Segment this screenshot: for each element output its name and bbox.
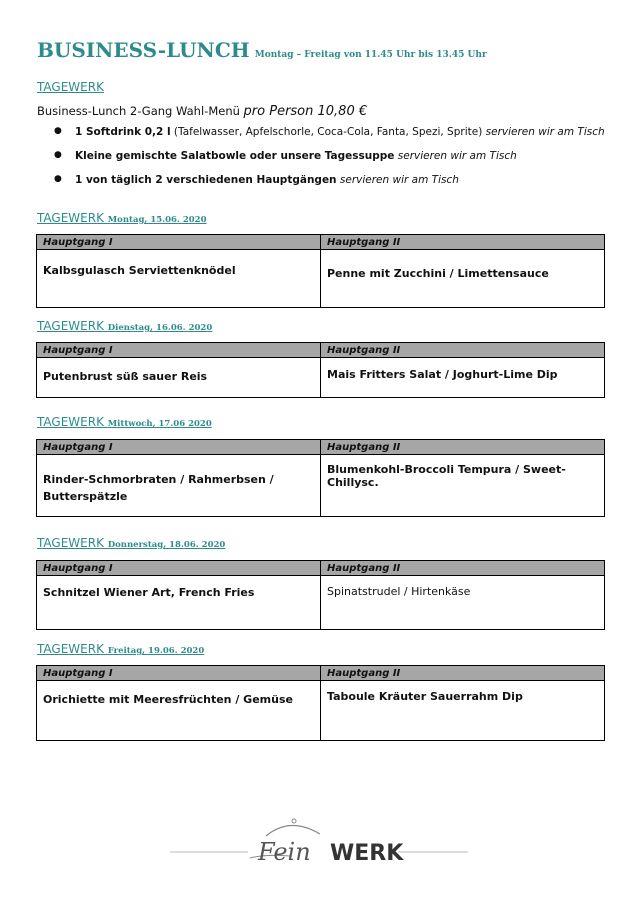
logo-block: WERK bbox=[330, 841, 404, 866]
day-label: TAGEWERK bbox=[37, 319, 104, 333]
column-header: Hauptgang I bbox=[37, 235, 321, 250]
included-items-list bbox=[52, 126, 605, 198]
dish-cell bbox=[37, 455, 321, 517]
intro-text: Business-Lunch 2-Gang Wahl-Menü bbox=[37, 104, 244, 118]
list-item bbox=[52, 126, 605, 150]
dish-cell bbox=[321, 576, 605, 630]
bullet-italic: servieren wir am Tisch bbox=[485, 126, 605, 138]
day-heading-tuesday bbox=[37, 319, 212, 333]
column-header: Hauptgang II bbox=[321, 440, 605, 455]
dish-cell bbox=[321, 358, 605, 398]
bullet-bold: Kleine gemischte Salatbowle oder unsere Tagessuppe bbox=[75, 150, 395, 162]
table-header-row bbox=[37, 561, 605, 576]
day-label: TAGEWERK bbox=[37, 415, 104, 429]
list-item bbox=[52, 150, 605, 174]
bullet-plain: (Tafelwasser, Apfelschorle, Coca-Cola, Fanta, Spezi, Sprite) bbox=[170, 126, 486, 138]
menu-table-wednesday bbox=[36, 439, 605, 517]
bullet-bold: 1 Softdrink 0,2 l bbox=[75, 126, 171, 138]
title-subtitle: Montag – Freitag von 11.45 Uhr bis 13.45 Uhr bbox=[254, 50, 487, 60]
list-item bbox=[52, 174, 605, 198]
feinwerk-logo bbox=[170, 812, 470, 872]
column-header: Hauptgang I bbox=[37, 561, 321, 576]
day-label: TAGEWERK bbox=[37, 536, 104, 550]
dish-cell bbox=[37, 576, 321, 630]
bullet-bold: 1 von täglich 2 verschiedenen Hauptgängen bbox=[75, 174, 337, 186]
table-row bbox=[37, 455, 605, 517]
dish-cell bbox=[37, 358, 321, 398]
menu-table-friday bbox=[36, 665, 605, 741]
intro-section-heading bbox=[37, 80, 104, 94]
logo-script: Fein bbox=[258, 838, 311, 866]
day-label: TAGEWERK bbox=[37, 211, 104, 225]
menu-table-monday bbox=[36, 234, 605, 308]
dish-text: Rinder-Schmorbraten / Rahmerbsen / Butterspätzle bbox=[43, 473, 274, 503]
day-heading-monday bbox=[37, 211, 207, 225]
column-header: Hauptgang I bbox=[37, 440, 321, 455]
day-label: TAGEWERK bbox=[37, 642, 104, 656]
column-header: Hauptgang II bbox=[321, 666, 605, 681]
dish-text: Mais Fritters Salat / Joghurt-Lime Dip bbox=[327, 368, 558, 381]
day-heading-thursday bbox=[37, 536, 225, 550]
day-date: Freitag, 19.06. 2020 bbox=[107, 646, 205, 656]
table-header-row bbox=[37, 440, 605, 455]
column-header: Hauptgang I bbox=[37, 666, 321, 681]
title-main: BUSINESS-LUNCH bbox=[37, 38, 250, 62]
table-row bbox=[37, 358, 605, 398]
table-header-row bbox=[37, 343, 605, 358]
day-date: Dienstag, 16.06. 2020 bbox=[107, 323, 213, 333]
column-header: Hauptgang I bbox=[37, 343, 321, 358]
dish-cell bbox=[37, 250, 321, 308]
menu-table-tuesday bbox=[36, 342, 605, 398]
dish-text: Penne mit Zucchini / Limettensauce bbox=[327, 267, 549, 280]
day-date: Donnerstag, 18.06. 2020 bbox=[107, 540, 226, 550]
dish-text: Orichiette mit Meeresfrüchten / Gemüse bbox=[43, 693, 293, 706]
column-header: Hauptgang II bbox=[321, 343, 605, 358]
dish-text: Putenbrust süß sauer Reis bbox=[43, 370, 208, 383]
column-header: Hauptgang II bbox=[321, 235, 605, 250]
intro-price: pro Person 10,80 € bbox=[243, 104, 368, 119]
dish-text: Blumenkohl-Broccoli Tempura / Sweet-Chillysc. bbox=[327, 463, 566, 489]
bullet-italic: servieren wir am Tisch bbox=[339, 174, 459, 186]
table-row bbox=[37, 576, 605, 630]
dish-cell bbox=[321, 455, 605, 517]
day-date: Mittwoch, 17.06 2020 bbox=[107, 419, 212, 429]
logo-graphic bbox=[170, 812, 470, 872]
section-label: TAGEWERK bbox=[37, 80, 104, 94]
intro-line bbox=[37, 104, 367, 119]
page-title bbox=[37, 38, 487, 62]
table-row bbox=[37, 681, 605, 741]
day-date: Montag, 15.06. 2020 bbox=[107, 215, 207, 225]
day-heading-friday bbox=[37, 642, 204, 656]
dish-text: Schnitzel Wiener Art, French Fries bbox=[43, 586, 255, 599]
dish-text: Spinatstrudel / Hirtenkäse bbox=[327, 585, 471, 598]
dish-cell bbox=[37, 681, 321, 741]
table-header-row bbox=[37, 235, 605, 250]
dish-cell bbox=[321, 250, 605, 308]
column-header: Hauptgang II bbox=[321, 561, 605, 576]
table-header-row bbox=[37, 666, 605, 681]
bullet-italic: servieren wir am Tisch bbox=[397, 150, 517, 162]
menu-table-thursday bbox=[36, 560, 605, 630]
dish-text: Kalbsgulasch Serviettenknödel bbox=[43, 264, 236, 277]
dish-cell bbox=[321, 681, 605, 741]
dish-text: Taboule Kräuter Sauerrahm Dip bbox=[327, 690, 523, 703]
day-heading-wednesday bbox=[37, 415, 212, 429]
table-row bbox=[37, 250, 605, 308]
